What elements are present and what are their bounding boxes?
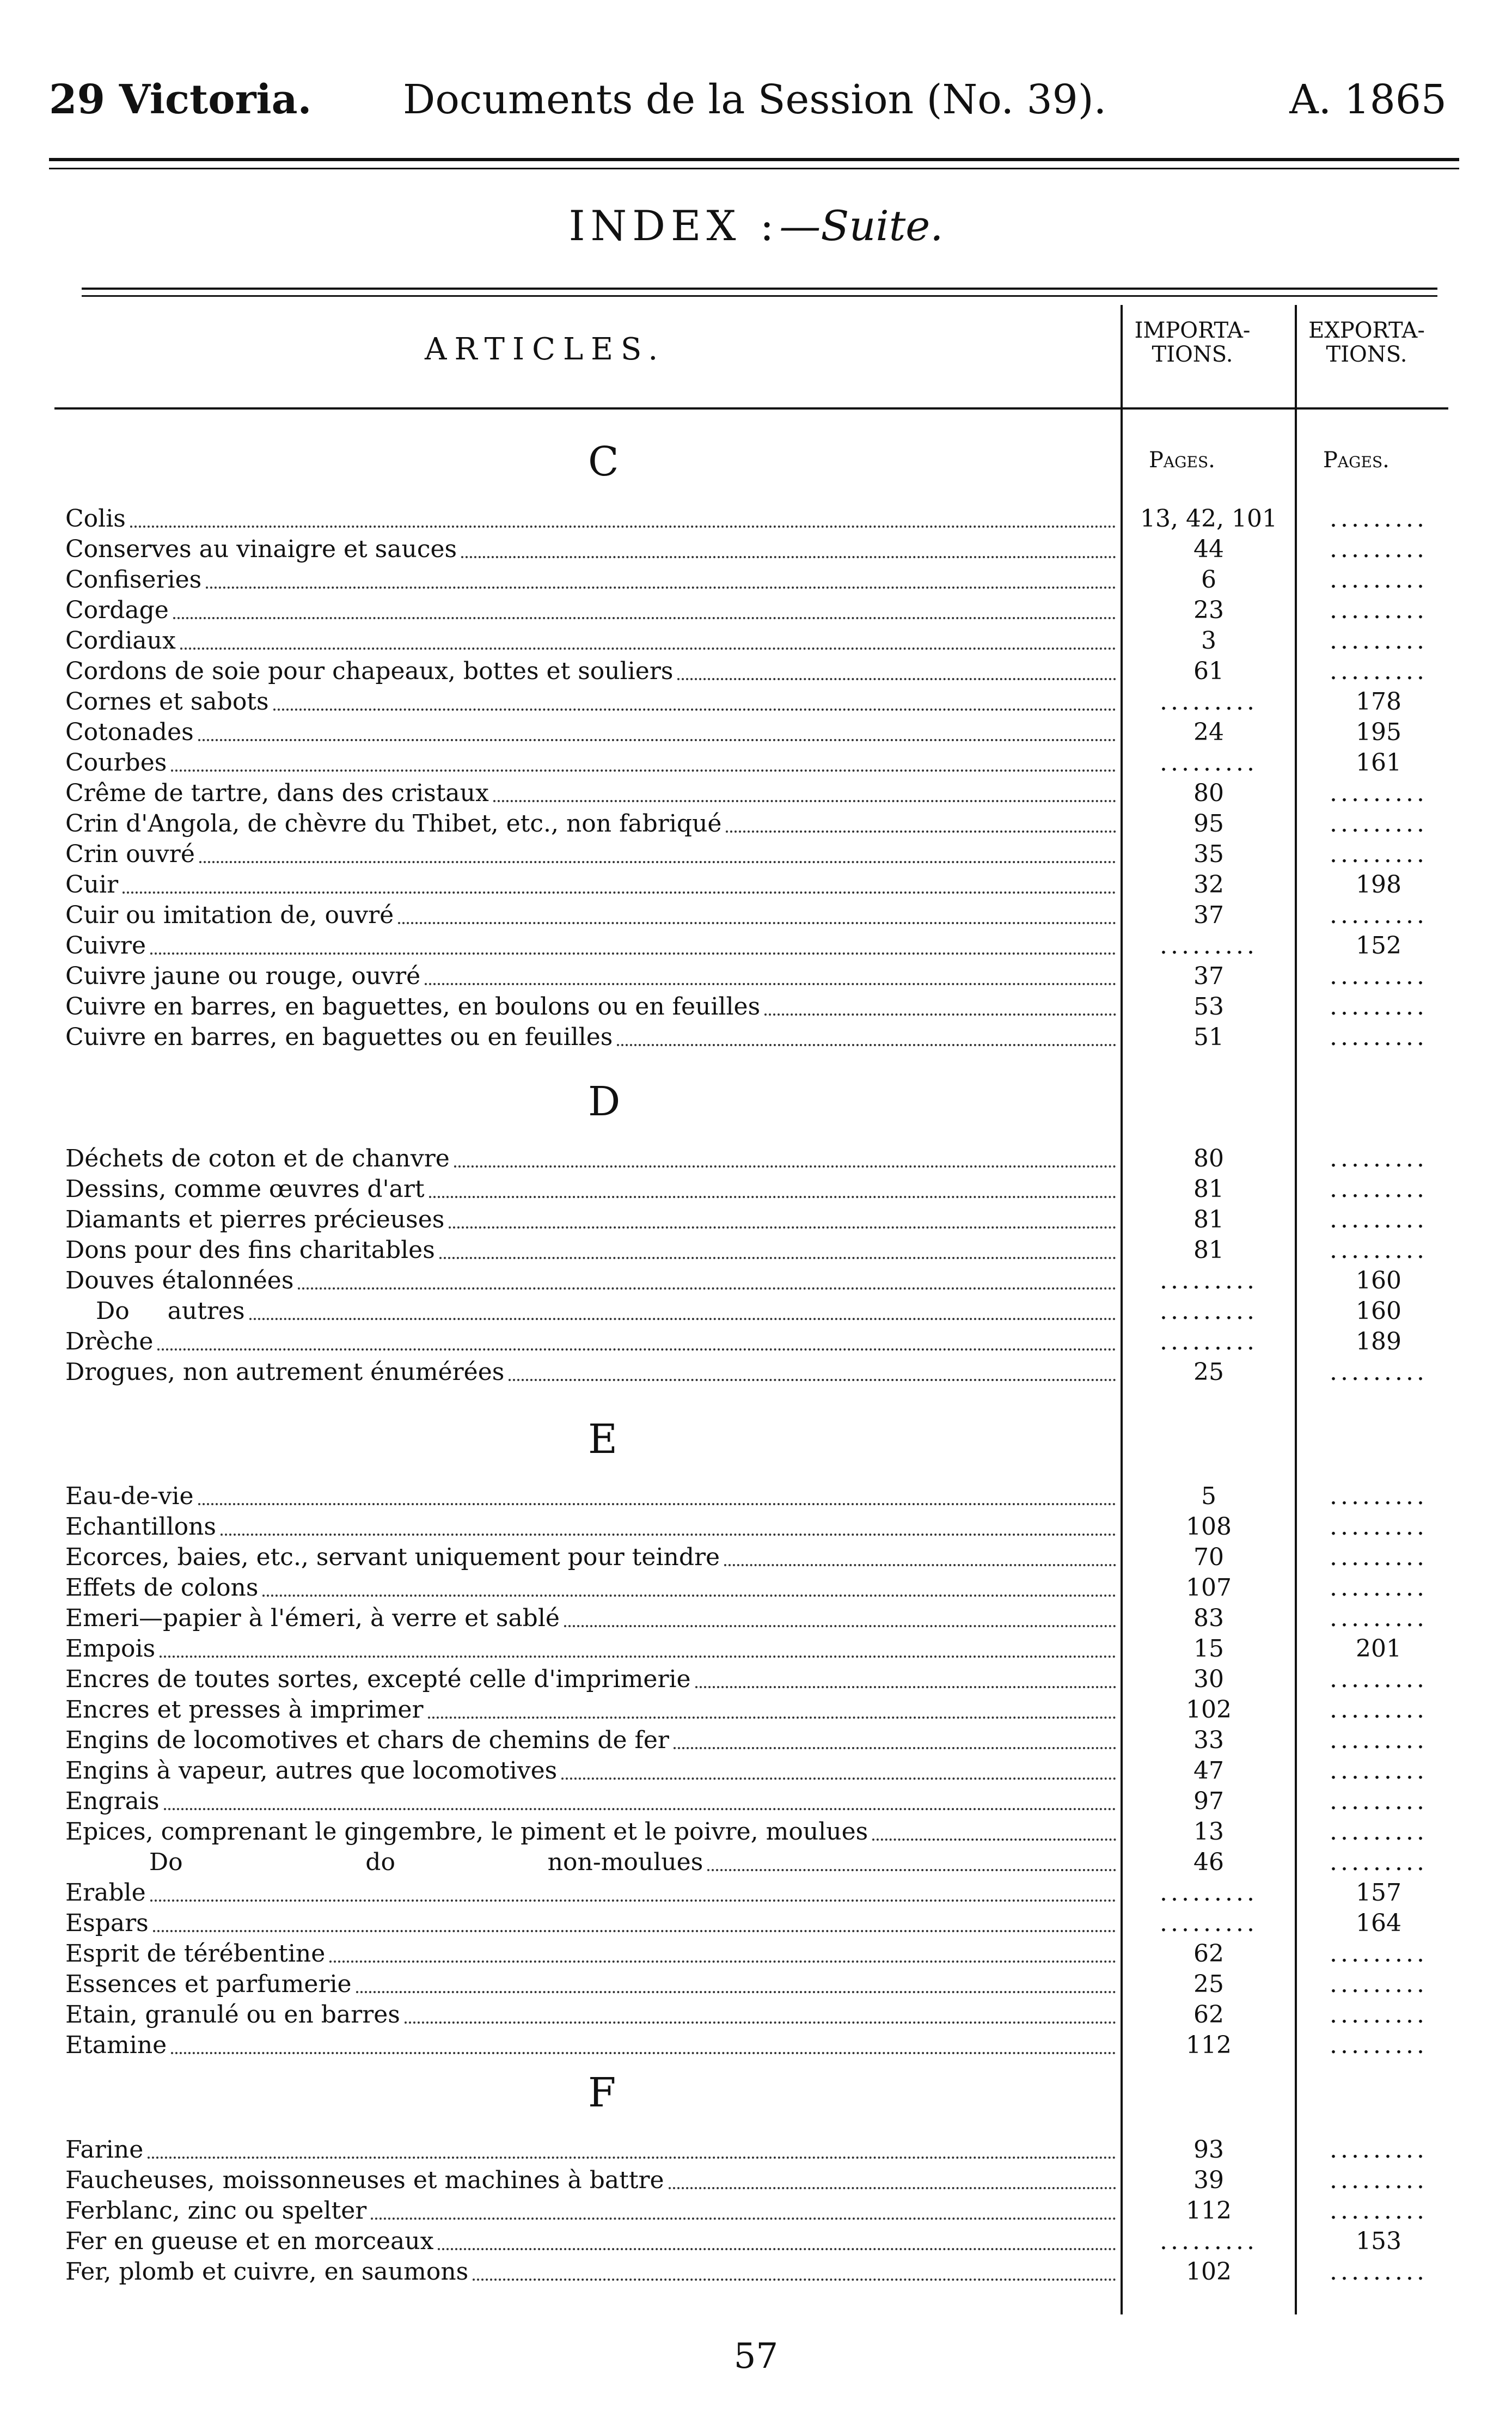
dot-leader	[564, 1625, 1116, 1627]
exportations-page: .........	[1330, 1574, 1428, 1602]
exportations-pages-label: Pages.	[1323, 448, 1389, 473]
dot-leader	[669, 2187, 1116, 2189]
exportations-page: .........	[1330, 1665, 1428, 1693]
importations-page: 13	[1193, 1818, 1224, 1846]
importations-page: 80	[1193, 1145, 1224, 1172]
exportations-page: .........	[1330, 779, 1428, 807]
index-row	[0, 1205, 1512, 1235]
article-label: Cuir	[65, 871, 119, 899]
importations-page: 37	[1193, 962, 1224, 990]
index-row	[0, 1235, 1512, 1266]
exportations-page: 153	[1356, 2227, 1401, 2255]
dot-leader	[329, 1960, 1116, 1963]
dot-leader	[674, 1747, 1116, 1749]
importations-page: 70	[1193, 1543, 1224, 1571]
exportations-page: .........	[1330, 596, 1428, 624]
importations-page: 102	[1186, 1696, 1232, 1724]
exportations-page: 178	[1356, 688, 1401, 716]
index-row	[0, 1817, 1512, 1847]
dot-leader	[298, 1287, 1116, 1290]
exportations-page: .........	[1330, 1543, 1428, 1571]
dot-leader	[473, 2279, 1116, 2281]
index-row	[0, 870, 1512, 900]
dot-leader	[157, 1348, 1116, 1351]
article-label: Etain, granulé ou en barres	[65, 2001, 400, 2029]
exportations-page: .........	[1330, 1757, 1428, 1785]
dot-leader	[153, 1930, 1116, 1932]
index-row	[0, 1296, 1512, 1327]
importations-page: 37	[1193, 901, 1224, 929]
index-row	[0, 1022, 1512, 1053]
index-row	[0, 778, 1512, 809]
importations-page: 81	[1193, 1175, 1224, 1203]
index-row	[0, 2196, 1512, 2226]
article-label: Engins à vapeur, autres que locomotives	[65, 1757, 558, 1785]
dot-leader	[150, 952, 1116, 955]
index-row	[0, 1542, 1512, 1573]
article-label: Etamine	[65, 2031, 167, 2059]
importations-page: .........	[1160, 1879, 1258, 1907]
article-label: Cuivre jaune ou rouge, ouvré	[65, 962, 421, 990]
importations-page: 97	[1193, 1787, 1224, 1815]
article-label: Cotonades	[65, 718, 194, 746]
article-label: Encres de toutes sortes, excepté celle d'imprimerie	[65, 1665, 691, 1693]
dot-leader	[695, 1686, 1116, 1688]
importations-page: 62	[1193, 1940, 1224, 1968]
exportations-page: 160	[1356, 1297, 1401, 1325]
index-row	[0, 1573, 1512, 1603]
dot-leader	[198, 1503, 1116, 1505]
index-title-main: INDEX :	[568, 201, 780, 250]
article-label: Ecorces, baies, etc., servant uniquement pour teindre	[65, 1543, 720, 1571]
section-letter: D	[588, 1078, 621, 1125]
index-row	[0, 1266, 1512, 1296]
article-label: Drèche	[65, 1328, 154, 1355]
section-letter: F	[588, 2069, 616, 2116]
article-label: Echantillons	[65, 1513, 216, 1541]
exportations-page: .........	[1330, 1175, 1428, 1203]
dot-leader	[493, 800, 1116, 802]
article-label: Do do non-moulues	[65, 1848, 703, 1876]
dot-leader	[150, 1899, 1116, 1902]
importations-column-header: IMPORTA- TIONS.	[1134, 318, 1251, 367]
article-label: Espars	[65, 1909, 149, 1937]
index-row	[0, 2000, 1512, 2030]
dot-leader	[429, 1196, 1116, 1198]
article-label: Emeri—papier à l'émeri, à verre et sablé	[65, 1604, 560, 1632]
article-label: Eau-de-vie	[65, 1482, 194, 1510]
dot-leader	[872, 1838, 1116, 1841]
article-label: Crême de tartre, dans des cristaux	[65, 779, 489, 807]
index-row	[0, 565, 1512, 595]
article-label: Erable	[65, 1879, 146, 1907]
dot-leader	[171, 769, 1116, 772]
index-row	[0, 717, 1512, 748]
exportations-page: .........	[1330, 1482, 1428, 1510]
header-right: A. 1865	[1289, 76, 1447, 123]
importations-page: 95	[1193, 810, 1224, 838]
importations-page: 3	[1201, 627, 1216, 655]
importations-page: 81	[1193, 1236, 1224, 1264]
index-row	[0, 1327, 1512, 1357]
article-label: Cuivre en barres, en baguettes ou en feuilles	[65, 1023, 613, 1051]
dot-leader	[180, 648, 1116, 650]
importations-page: 25	[1193, 1970, 1224, 1998]
dot-leader	[726, 830, 1116, 833]
importations-page: 83	[1193, 1604, 1224, 1632]
exportations-page: 201	[1356, 1635, 1401, 1663]
exportations-page: 161	[1356, 749, 1401, 777]
table-top-rule	[82, 288, 1437, 290]
dot-leader	[405, 2021, 1116, 2024]
importations-page: 107	[1186, 1574, 1232, 1602]
index-row	[0, 626, 1512, 656]
index-row	[0, 1908, 1512, 1939]
dot-leader	[160, 1656, 1116, 1658]
article-label: Fer, plomb et cuivre, en saumons	[65, 2258, 469, 2286]
importations-page: 5	[1201, 1482, 1216, 1510]
article-label: Esprit de térébentine	[65, 1940, 326, 1968]
dot-leader	[428, 1717, 1116, 1719]
dot-leader	[371, 2218, 1116, 2220]
dot-leader	[206, 587, 1116, 589]
exportations-page: .........	[1330, 1236, 1428, 1264]
exportations-page: .........	[1330, 2258, 1428, 2286]
index-row	[0, 687, 1512, 717]
exportations-page: 195	[1356, 718, 1401, 746]
article-label: Cuir ou imitation de, ouvré	[65, 901, 394, 929]
exportations-page: .........	[1330, 1787, 1428, 1815]
dot-leader	[707, 1869, 1116, 1871]
importations-page: 24	[1193, 718, 1224, 746]
importations-page: .........	[1160, 2227, 1258, 2255]
article-label: Crin d'Angola, de chèvre du Thibet, etc., non fabriqué	[65, 810, 722, 838]
article-label: Dons pour des fins charitables	[65, 1236, 435, 1264]
index-row	[0, 2226, 1512, 2257]
article-label: Drogues, non autrement énumérées	[65, 1358, 505, 1386]
index-row	[0, 1756, 1512, 1786]
exportations-page: 164	[1356, 1909, 1401, 1937]
importations-page: 35	[1193, 840, 1224, 868]
article-label: Conserves au vinaigre et sauces	[65, 535, 457, 563]
article-label: Farine	[65, 2136, 144, 2164]
exportations-page: .........	[1330, 2031, 1428, 2059]
article-label: Effets de colons	[65, 1574, 259, 1602]
index-row	[0, 1939, 1512, 1969]
dot-leader	[164, 1808, 1116, 1810]
article-label: Dessins, comme œuvres d'art	[65, 1175, 425, 1203]
dot-leader	[356, 1991, 1116, 1993]
article-label: Engins de locomotives et chars de chemins de fer	[65, 1726, 669, 1754]
dot-leader	[425, 983, 1116, 985]
header-left: 29 Victoria.	[49, 76, 312, 123]
running-head	[0, 60, 1512, 125]
article-label: Empois	[65, 1635, 156, 1663]
article-label: Epices, comprenant le gingembre, le piment et le poivre, moulues	[65, 1818, 868, 1846]
index-title-suite: —Suite.	[779, 201, 944, 250]
article-label: Crin ouvré	[65, 840, 195, 868]
exportations-page: 160	[1356, 1267, 1401, 1294]
section-letter: E	[588, 1416, 618, 1463]
dot-leader	[198, 739, 1116, 741]
article-label: Déchets de coton et de chanvre	[65, 1145, 450, 1172]
article-label: Ferblanc, zinc ou spelter	[65, 2197, 367, 2225]
dot-leader	[123, 891, 1116, 894]
index-row	[0, 1725, 1512, 1756]
exportations-page: 157	[1356, 1879, 1401, 1907]
article-label: Cornes et sabots	[65, 688, 269, 716]
importations-page: 102	[1186, 2258, 1232, 2286]
exportations-page: .........	[1330, 535, 1428, 563]
index-row	[0, 1144, 1512, 1174]
index-row	[0, 2135, 1512, 2165]
importations-page: 112	[1186, 2031, 1232, 2059]
importations-page: 61	[1193, 657, 1224, 685]
importations-page: 33	[1193, 1726, 1224, 1754]
dot-leader	[249, 1318, 1116, 1320]
importations-page: 39	[1193, 2166, 1224, 2194]
index-row	[0, 595, 1512, 626]
article-label: Cuivre en barres, en baguettes, en boulons ou en feuilles	[65, 993, 761, 1021]
exportations-page: .........	[1330, 566, 1428, 594]
articles-column-header: ARTICLES.	[425, 332, 666, 367]
article-label: Faucheuses, moissonneuses et machines à battre	[65, 2166, 664, 2194]
article-label: Cordons de soie pour chapeaux, bottes et souliers	[65, 657, 674, 685]
exportations-page: .........	[1330, 1513, 1428, 1541]
dot-leader	[171, 2052, 1116, 2054]
importations-page: .........	[1160, 1267, 1258, 1294]
exportations-page: .........	[1330, 962, 1428, 990]
dot-leader	[449, 1226, 1116, 1229]
dot-leader	[398, 922, 1116, 924]
dot-leader	[677, 678, 1116, 680]
dot-leader	[561, 1778, 1116, 1780]
index-row	[0, 1878, 1512, 1908]
article-label: Essences et parfumerie	[65, 1970, 352, 1998]
section-letter: C	[588, 438, 619, 485]
index-row	[0, 504, 1512, 534]
importations-page: .........	[1160, 688, 1258, 716]
index-row	[0, 961, 1512, 992]
index-row	[0, 534, 1512, 565]
importations-page: 15	[1193, 1635, 1224, 1663]
dot-leader	[461, 556, 1116, 558]
exportations-page: .........	[1330, 627, 1428, 655]
importations-page: 32	[1193, 871, 1224, 899]
importations-page: 13, 42, 101	[1140, 505, 1277, 533]
dot-leader	[148, 2157, 1116, 2159]
article-label: Douves étalonnées	[65, 1267, 294, 1294]
dot-leader	[509, 1379, 1116, 1381]
dot-leader	[454, 1165, 1116, 1168]
exportations-page: .........	[1330, 840, 1428, 868]
importations-page: .........	[1160, 1297, 1258, 1325]
exportations-page: .........	[1330, 657, 1428, 685]
article-label: Cuivre	[65, 932, 146, 960]
dot-leader	[130, 526, 1116, 528]
article-label: Confiseries	[65, 566, 202, 594]
exportations-column-header: EXPORTA- TIONS.	[1308, 318, 1425, 367]
exportations-page: 198	[1356, 871, 1401, 899]
column-header-rule	[54, 407, 1448, 410]
index-row	[0, 1969, 1512, 2000]
dot-leader	[724, 1564, 1116, 1566]
article-label: Engrais	[65, 1787, 160, 1815]
exportations-page: .........	[1330, 1696, 1428, 1724]
article-label: Fer en gueuse et en morceaux	[65, 2227, 434, 2255]
dot-leader	[617, 1044, 1116, 1046]
exportations-page: .........	[1330, 1726, 1428, 1754]
dot-leader	[273, 708, 1116, 711]
importations-page: 112	[1186, 2197, 1232, 2225]
index-row	[0, 2030, 1512, 2061]
importations-page: 53	[1193, 993, 1224, 1021]
dot-leader	[221, 1534, 1116, 1536]
exportations-page: .........	[1330, 901, 1428, 929]
index-row	[0, 1634, 1512, 1664]
exportations-page: .........	[1330, 2001, 1428, 2029]
header-center: Documents de la Session (No. 39).	[403, 76, 1107, 123]
exportations-page: .........	[1330, 1818, 1428, 1846]
index-row	[0, 809, 1512, 839]
importations-page: .........	[1160, 1909, 1258, 1937]
index-row	[0, 1695, 1512, 1725]
index-row	[0, 992, 1512, 1022]
importations-page: 25	[1193, 1358, 1224, 1386]
importations-page: 62	[1193, 2001, 1224, 2029]
article-label: Encres et presses à imprimer	[65, 1696, 424, 1724]
index-row	[0, 2165, 1512, 2196]
article-label: Cordiaux	[65, 627, 176, 655]
importations-page: 51	[1193, 1023, 1224, 1051]
importations-page: 80	[1193, 779, 1224, 807]
exportations-page: .........	[1330, 810, 1428, 838]
exportations-page: .........	[1330, 1940, 1428, 1968]
importations-page: .........	[1160, 749, 1258, 777]
index-row	[0, 839, 1512, 870]
dot-leader	[438, 2248, 1116, 2250]
index-title	[0, 201, 1512, 250]
index-row	[0, 1786, 1512, 1817]
exportations-page: .........	[1330, 505, 1428, 533]
importations-page: 30	[1193, 1665, 1224, 1693]
index-row	[0, 748, 1512, 778]
index-row	[0, 1847, 1512, 1878]
index-row	[0, 1664, 1512, 1695]
index-row	[0, 1603, 1512, 1634]
exportations-page: .........	[1330, 993, 1428, 1021]
importations-page: 23	[1193, 596, 1224, 624]
page-number: 57	[733, 2336, 779, 2377]
header-rule-thin	[49, 168, 1459, 169]
exportations-page: .........	[1330, 1970, 1428, 1998]
exportations-page: .........	[1330, 1358, 1428, 1386]
index-row	[0, 1174, 1512, 1205]
importations-page: .........	[1160, 932, 1258, 960]
importations-page: 47	[1193, 1757, 1224, 1785]
index-row	[0, 1357, 1512, 1388]
importations-page: 6	[1201, 566, 1216, 594]
importations-page: 81	[1193, 1206, 1224, 1233]
article-label: Colis	[65, 505, 126, 533]
article-label: Cordage	[65, 596, 169, 624]
dot-leader	[764, 1013, 1116, 1016]
dot-leader	[439, 1257, 1116, 1259]
importations-pages-label: Pages.	[1149, 448, 1215, 473]
article-label: Do autres	[65, 1297, 245, 1325]
exportations-page: 189	[1356, 1328, 1401, 1355]
index-row	[0, 2257, 1512, 2287]
exportations-page: .........	[1330, 1023, 1428, 1051]
exportations-page: .........	[1330, 2136, 1428, 2164]
exportations-page: .........	[1330, 1145, 1428, 1172]
exportations-page: .........	[1330, 2197, 1428, 2225]
dot-leader	[199, 861, 1116, 863]
table-top-rule-2	[82, 295, 1437, 297]
importations-page: 93	[1193, 2136, 1224, 2164]
exportations-page: .........	[1330, 2166, 1428, 2194]
importations-page: 46	[1193, 1848, 1224, 1876]
index-row	[0, 900, 1512, 931]
importations-page: 108	[1186, 1513, 1232, 1541]
dot-leader	[173, 617, 1116, 619]
index-row	[0, 656, 1512, 687]
article-label: Diamants et pierres précieuses	[65, 1206, 445, 1233]
header-rule-thick	[49, 158, 1459, 161]
index-row	[0, 1512, 1512, 1542]
dot-leader	[262, 1595, 1116, 1597]
exportations-page: .........	[1330, 1206, 1428, 1233]
exportations-page: 152	[1356, 932, 1401, 960]
index-row	[0, 1481, 1512, 1512]
importations-page: 44	[1193, 535, 1224, 563]
index-row	[0, 931, 1512, 961]
importations-page: .........	[1160, 1328, 1258, 1355]
article-label: Courbes	[65, 749, 167, 777]
exportations-page: .........	[1330, 1848, 1428, 1876]
exportations-page: .........	[1330, 1604, 1428, 1632]
